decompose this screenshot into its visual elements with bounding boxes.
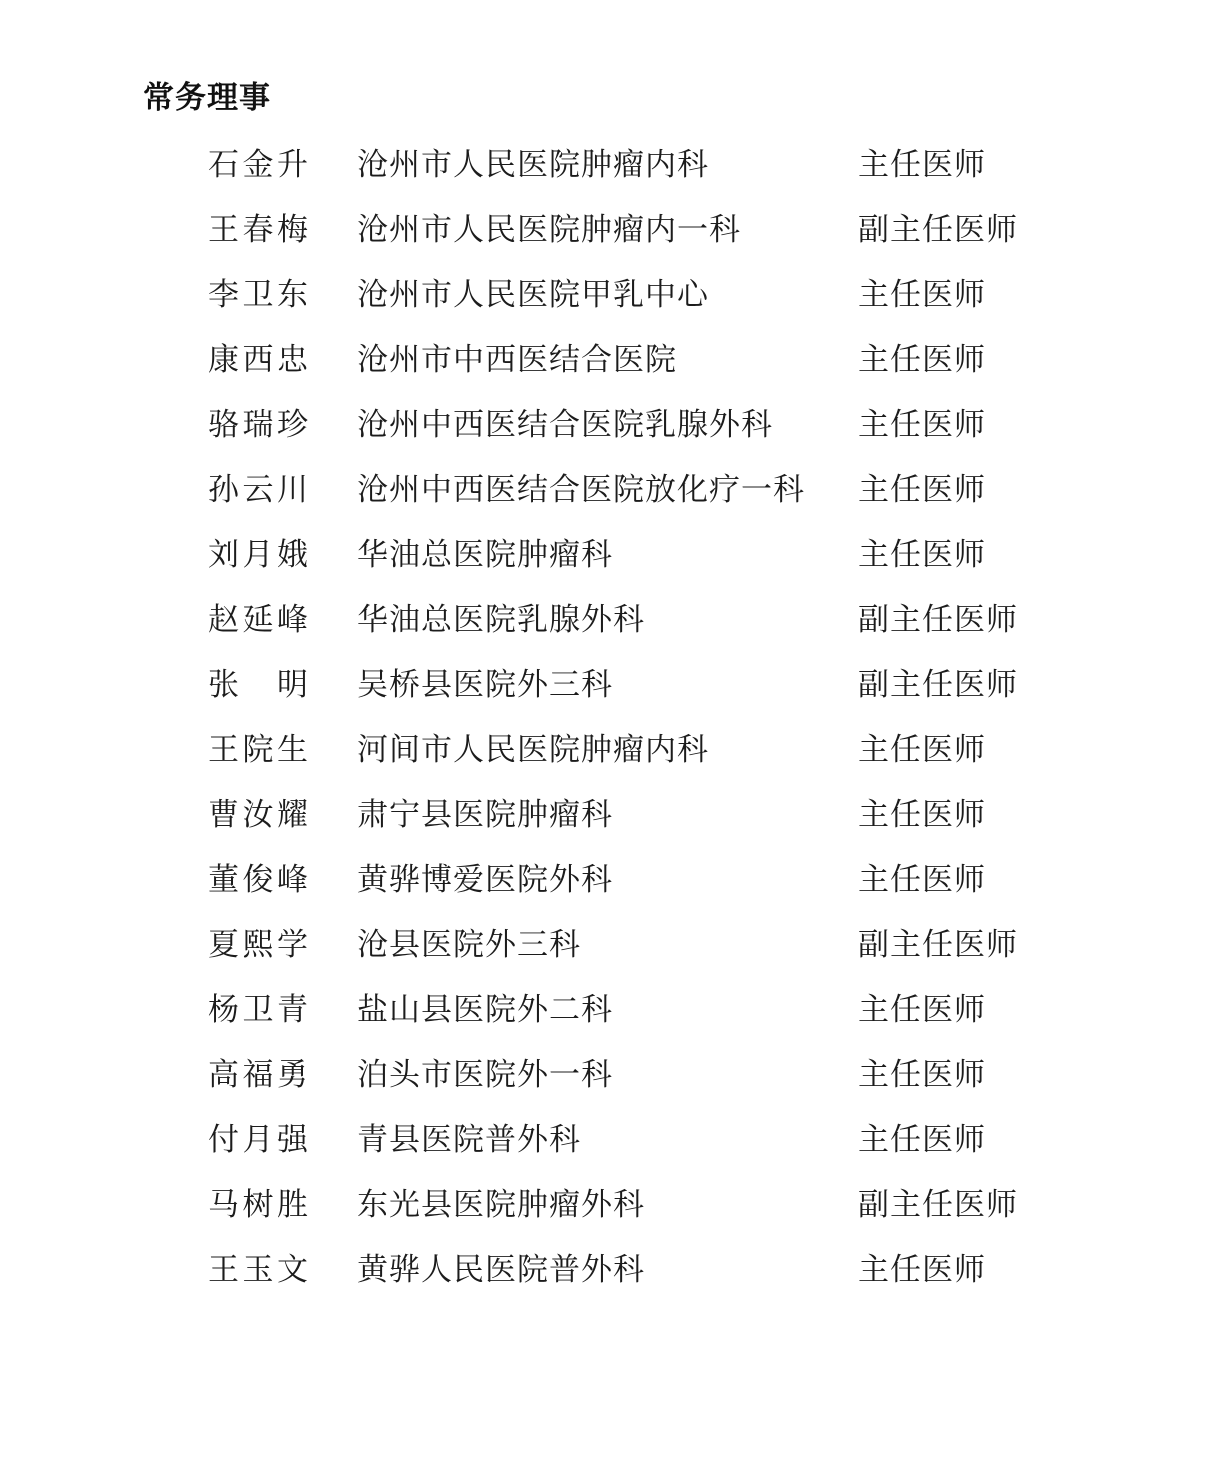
member-name: 付月强 <box>208 1122 308 1158</box>
member-organization: 青县医院普外科 <box>357 1122 581 1158</box>
member-name: 石金升 <box>208 147 308 183</box>
member-name: 李卫东 <box>208 277 308 313</box>
list-item <box>0 1250 1216 1315</box>
member-title: 主任医师 <box>858 1252 986 1288</box>
list-item <box>0 340 1216 405</box>
member-organization: 沧县医院外三科 <box>357 927 581 963</box>
member-title: 副主任医师 <box>858 1187 1018 1223</box>
member-name: 王玉文 <box>208 1252 308 1288</box>
member-name: 马树胜 <box>208 1187 308 1223</box>
list-item <box>0 405 1216 470</box>
member-organization: 肃宁县医院肿瘤科 <box>357 797 613 833</box>
member-organization: 沧州中西医结合医院乳腺外科 <box>357 407 773 443</box>
member-name: 董俊峰 <box>208 862 308 898</box>
member-name: 张 明 <box>208 667 308 703</box>
member-name: 孙云川 <box>208 472 308 508</box>
list-item <box>0 1055 1216 1120</box>
member-organization: 沧州中西医结合医院放化疗一科 <box>357 472 805 508</box>
member-organization: 黄骅博爱医院外科 <box>357 862 613 898</box>
member-name: 刘月娥 <box>208 537 308 573</box>
member-name: 王院生 <box>208 732 308 768</box>
member-name: 骆瑞珍 <box>208 407 308 443</box>
member-title: 副主任医师 <box>858 212 1018 248</box>
member-organization: 沧州市中西医结合医院 <box>357 342 677 378</box>
member-organization: 黄骅人民医院普外科 <box>357 1252 645 1288</box>
member-title: 主任医师 <box>858 797 986 833</box>
member-name: 康西忠 <box>208 342 308 378</box>
member-title: 主任医师 <box>858 407 986 443</box>
section-heading: 常务理事 <box>143 80 271 116</box>
list-item <box>0 600 1216 665</box>
member-title: 主任医师 <box>858 147 986 183</box>
member-title: 副主任医师 <box>858 667 1018 703</box>
list-item <box>0 145 1216 210</box>
list-item <box>0 665 1216 730</box>
list-item <box>0 1185 1216 1250</box>
member-organization: 沧州市人民医院肿瘤内科 <box>357 147 709 183</box>
member-title: 主任医师 <box>858 537 986 573</box>
member-name: 赵延峰 <box>208 602 308 638</box>
member-organization: 沧州市人民医院肿瘤内一科 <box>357 212 741 248</box>
member-title: 副主任医师 <box>858 602 1018 638</box>
member-name: 高福勇 <box>208 1057 308 1093</box>
member-name: 杨卫青 <box>208 992 308 1028</box>
member-title: 主任医师 <box>858 1122 986 1158</box>
member-title: 主任医师 <box>858 992 986 1028</box>
member-organization: 华油总医院乳腺外科 <box>357 602 645 638</box>
member-organization: 河间市人民医院肿瘤内科 <box>357 732 709 768</box>
member-list <box>0 145 1216 1315</box>
member-title: 主任医师 <box>858 862 986 898</box>
list-item <box>0 210 1216 275</box>
list-item <box>0 535 1216 600</box>
member-title: 主任医师 <box>858 472 986 508</box>
member-name: 曹汝耀 <box>208 797 308 833</box>
member-organization: 沧州市人民医院甲乳中心 <box>357 277 709 313</box>
list-item <box>0 925 1216 990</box>
member-title: 主任医师 <box>858 277 986 313</box>
member-title: 主任医师 <box>858 1057 986 1093</box>
member-organization: 吴桥县医院外三科 <box>357 667 613 703</box>
list-item <box>0 990 1216 1055</box>
member-organization: 泊头市医院外一科 <box>357 1057 613 1093</box>
member-title: 主任医师 <box>858 732 986 768</box>
list-item <box>0 860 1216 925</box>
list-item <box>0 795 1216 860</box>
list-item <box>0 275 1216 340</box>
list-item <box>0 730 1216 795</box>
member-title: 副主任医师 <box>858 927 1018 963</box>
member-name: 夏熙学 <box>208 927 308 963</box>
member-organization: 华油总医院肿瘤科 <box>357 537 613 573</box>
member-organization: 东光县医院肿瘤外科 <box>357 1187 645 1223</box>
member-title: 主任医师 <box>858 342 986 378</box>
member-organization: 盐山县医院外二科 <box>357 992 613 1028</box>
list-item <box>0 470 1216 535</box>
list-item <box>0 1120 1216 1185</box>
member-name: 王春梅 <box>208 212 308 248</box>
